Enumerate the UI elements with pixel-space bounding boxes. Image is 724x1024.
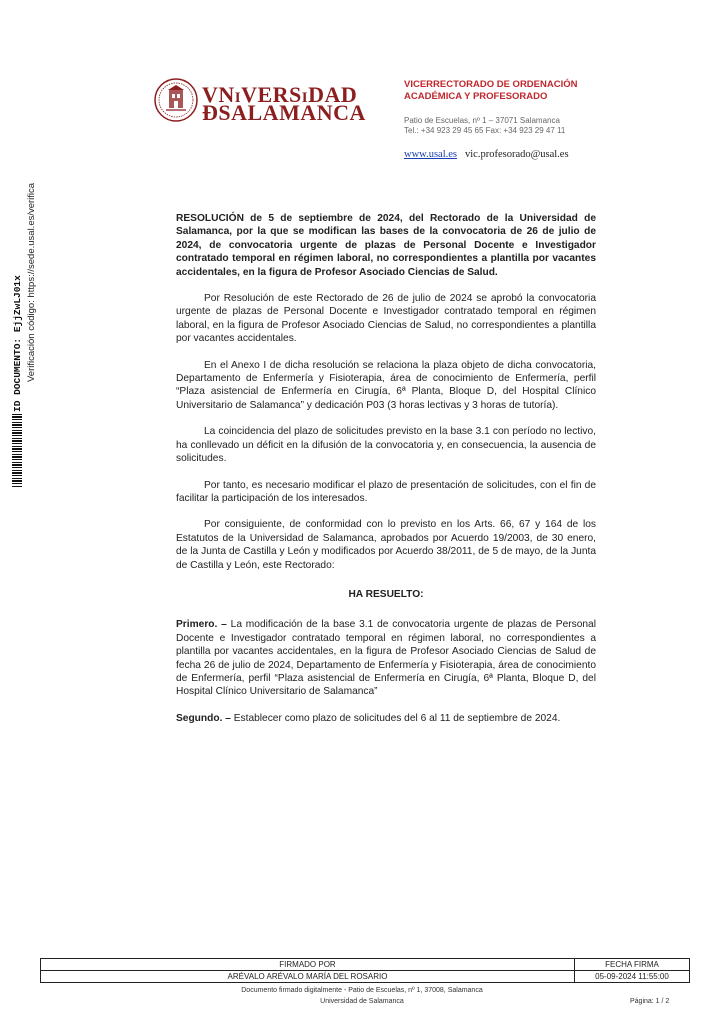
second-label: Segundo. – [176,712,231,724]
second-text: Establecer como plazo de solicitudes del 6 al 11 de septiembre de 2024. [230,712,561,724]
department-name-line1: VICERRECTORADO DE ORDENACIÓN [404,79,578,90]
digital-signature-note: Documento firmado digitalmente - Patio de Escuelas, nº 1, 37008, Salamanca [241,987,483,994]
signer-name: ARÉVALO ARÉVALO MARÍA DEL ROSARIO [41,971,575,983]
document-barcode [12,414,22,488]
phone-fax-line: Tel.: +34 923 29 45 65 Fax: +34 923 29 47 11 [404,126,566,135]
first-label: Primero. – [176,619,227,631]
footer-institution: Universidad de Salamanca [320,998,404,1005]
paragraph-1: Por Resolución de este Rectorado de 26 de julio de 2024 se aprobó la convocatoria urgente de plazas de Personal Docente e Investigador contratado temporal en régimen laboral, en la figura de Profesor Asociado Ciencias de Salud, no correspondientes a plantilla por vacantes accidentales. [176,293,596,345]
department-name-line2: ACADÉMICA Y PROFESORADO [404,91,548,102]
sign-date-header: FECHA FIRMA [575,959,690,971]
paragraph-2: En el Anexo I de dicha resolución se relaciona la plaza objeto de dicha convocatoria, Departamento de Enfermería y Fisioterapia, área de conocimiento de Enfermería, perfil “Plaza asistencial de Enfermería en Cirugía, 6ª Planta, Bloque D, del Hospital Clínico Universitario de Salamanca” y dedicación P03 (3 horas lectivas y 3 horas de tutoría). [176,359,596,411]
signature-table [40,958,690,983]
resolution-title: RESOLUCIÓN de 5 de septiembre de 2024, del Rectorado de la Universidad de Salamanca, por la que se modifican las bases de la convocatoria de 26 de julio de 2024, de convocatoria urgente de plazas de Personal Docente e Investigador contratado temporal en régimen laboral, no correspondientes a plantilla por vacantes accidentales, en la figura de Profesor Asociado Ciencias de Salud. [176,213,596,278]
resolved-heading: HA RESUELTO: [348,588,424,600]
university-name-line1: VNiVERSiDAD [202,82,358,107]
email-address: vic.profesorado@usal.es [465,149,569,160]
website-link[interactable]: www.usal.es [404,149,457,160]
paragraph-5: Por consiguiente, de conformidad con lo previsto en los Arts. 66, 67 y 164 de los Estatutos de la Universidad de Salamanca, aprobados por Acuerdo 19/2003, de 30 enero, de la Junta de Castilla y León y modificados por Acuerdo 38/2011, de 5 de mayo, de la Junta de Castilla y León, este Rectorado: [176,519,596,571]
first-resolution [176,618,596,698]
paragraph-4: Por tanto, es necesario modificar el plazo de presentación de solicitudes, con el fin de facilitar la participación de los interesados. [176,479,596,504]
first-text: La modificación de la base 3.1 de convocatoria urgente de plazas de Personal Docente e Investigador contratado temporal en régimen laboral, no correspondientes a plantilla por vacantes accidentales, en la figura de Profesor Asociado Ciencias de Salud de fecha 26 de julio de 2024, Departamento de Enfermería y Fisioterapia, área de conocimiento de Enfermería, perfil “Plaza asistencial de Enfermería en Cirugía, 6ª Planta, Bloque D, del Hospital Clínico Universitario de Salamanca” [176,619,596,698]
page-number: Página: 1 / 2 [630,998,670,1005]
signed-by-header: FIRMADO POR [41,959,575,971]
university-seal-logo [154,78,198,122]
university-name-line2: ÐSALAMANCA [202,100,366,125]
second-resolution [176,712,596,725]
document-id: ID DOCUMENTO: EjjZwLJ01x [12,275,23,412]
address-line: Patio de Escuelas, nº 1 – 37071 Salamanca [404,116,560,125]
resolution-body [176,212,596,738]
paragraph-3: La coincidencia del plazo de solicitudes previsto en la base 3.1 con período no lectivo, ha conllevado un déficit en la difusión de la convocatoria y, en consecuencia, la ausencia de solicitudes. [176,426,596,465]
verification-code-url: Verificación código: https://sede.usal.es/verifica [26,182,37,382]
sign-date: 05-09-2024 11:55:00 [575,971,690,983]
